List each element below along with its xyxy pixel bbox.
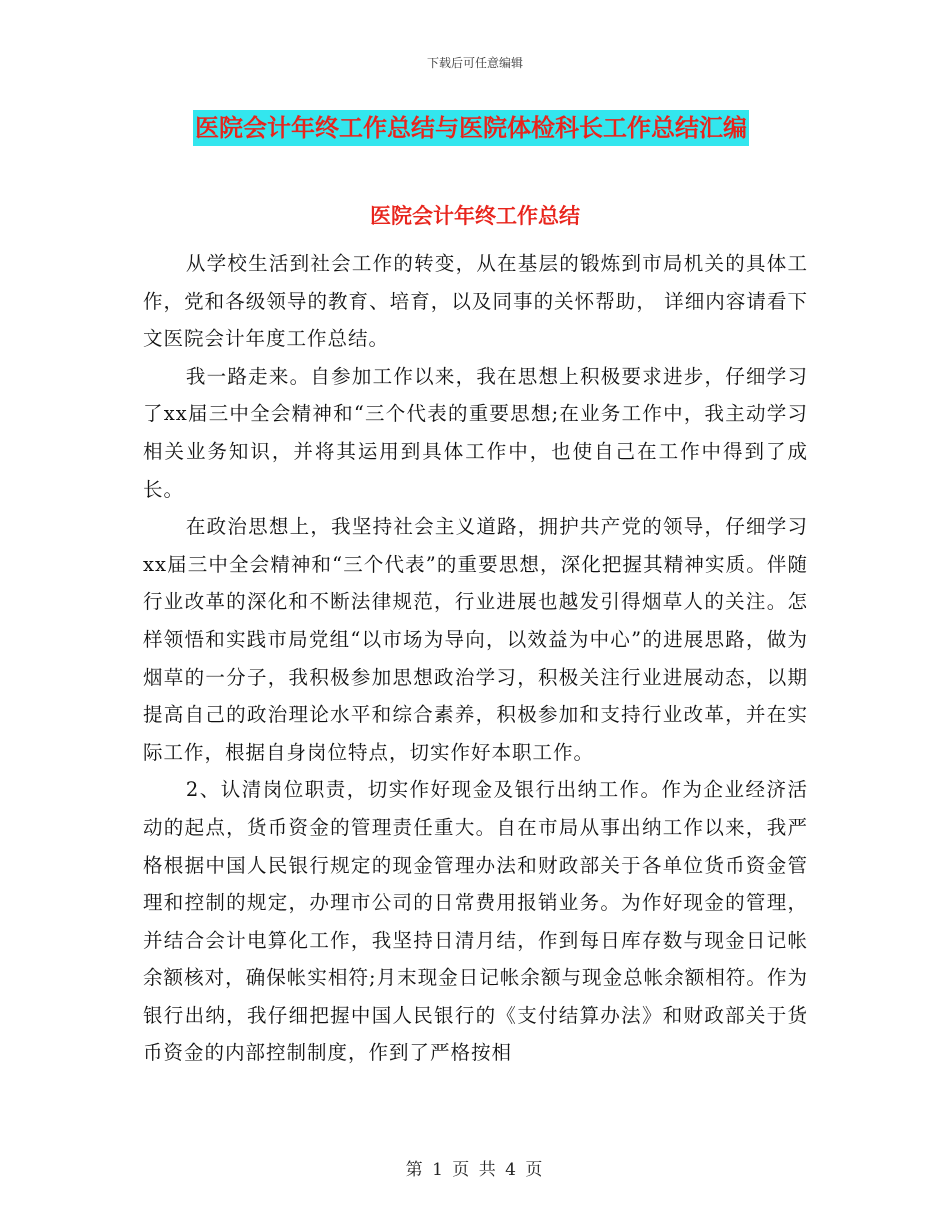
document-title: 医院会计年终工作总结与医院体检科长工作总结汇编 [193,110,749,146]
paragraph: 我一路走来。自参加工作以来，我在思想上积极要求进步，仔细学习了xx届三中全会精神和“三个代表的重要思想;在业务工作中，我主动学习相关业务知识，并将其运用到具体工作中，也使自己在工作中得到了成长。 [143,364,808,501]
page-header-note: 下载后可任意编辑 [426,56,523,70]
paragraph: 在政治思想上，我坚持社会主义道路，拥护共产党的领导，仔细学习xx届三中全会精神和“三个代表”的重要思想，深化把握其精神实质。伴随行业改革的深化和不断法律规范，行业进展也越发引得烟草人的关注。怎样领悟和实践市局党组“以市场为导向，以效益为中心”的进展思路，做为烟草的一分子，我积极参加思想政治学习，积极关注行业进展动态，以期提高自己的政治理论水平和综合素养，积极参加和支持行业改革，并在实际工作，根据自身岗位特点，切实作好本职工作。 [143,515,808,764]
page-number-footer: 第 1 页 共 4 页 [405,1160,545,1180]
section-title: 医院会计年终工作总结 [370,204,580,228]
paragraph: 2、认清岗位职责，切实作好现金及银行出纳工作。作为企业经济活动的起点，货币资金的管理责任重大。自在市局从事出纳工作以来，我严格根据中国人民银行规定的现金管理办法和财政部关于各单位货币资金管理和控制的规定，办理市公司的日常费用报销业务。为作好现金的管理，并结合会计电算化工作，我坚持日清月结，作到每日库存数与现金日记帐余额核对，确保帐实相符;月末现金日记帐余额与现金总帐余额相符。作为银行出纳，我仔细把握中国人民银行的《支付结算办法》和财政部关于货币资金的内部控制制度，作到了严格按相 [143,778,808,1065]
document-body [143,245,808,1072]
paragraph: 从学校生活到社会工作的转变，从在基层的锻炼到市局机关的具体工作，党和各级领导的教育、培育，以及同事的关怀帮助， 详细内容请看下文医院会计年度工作总结。 [143,252,808,351]
